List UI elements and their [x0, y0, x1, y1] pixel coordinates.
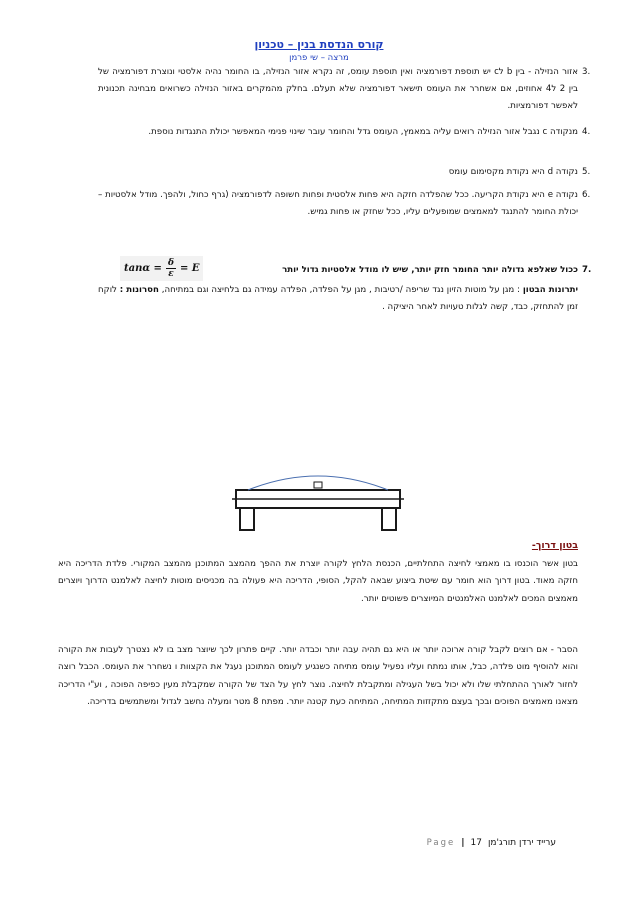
item-text: נקודה e היא נקודת הקריעה. ככל שהפלדה חזקה היא פחות אלסטית ופחות חשופה לדפורמציה (גרף כחול, ולהפך. מודל אלסטיות – יכולת החומר להתנגד למאמצים שמופעלים עליו, ככל שחזק או פחות גמיש.: [98, 190, 578, 217]
section-heading: בטון דרוך-: [531, 540, 578, 551]
advantages-label: יתרונות הבטון: [522, 285, 579, 295]
section-paragraph-2: הסבר - אם רוצים לקבל קורה ארוכה יותר או היא גם תהיה עבה יותר וכבדה יותר. קיים פתרון לכך שיוצר מצב בו לא נצטרך לעבות את הקורה והוא להוסיף מוט פלדה, כבל, אותו נמתח ועליו נפעיל עומס מתיחה כשנגיע לעומס המתוכנן נעגל את הקצוות ו נשחרר את העומס. הכבל רוצה לחזור לאורך ההתחלתי שלו ולא יכול בשל העגילה ומתקבלת לחיצה. נוצר לחץ על הצד של הקורה שמקבלת מעין כפיפה הפוכה , וע"י הדריכה מצאנו מאמצים הפוכים ובכך בעצם מתקזזות המתיחה, המתיחה כעת קטנה יותר. מפתח 8 מטר ומעלה נחשב לגדול ומשתמשים בדריכה.: [58, 645, 578, 707]
item-text: מנקודה c נגבל אזור הנזילה רואים עליה במאמץ, העומס גדל והחומר עובר שינוי פנימי המאפשר יכולת התנגדות נוספת.: [148, 127, 578, 137]
advantages-paragraph: [98, 282, 578, 316]
section-paragraph-1: בטון אשר הוכנסו בו מאמצי לחיצה התחלתיים, הכנסת הלחץ לקורה יוצרת את ההפך מהמצב המתוכנן מהמצב המקורי. פלדת הדריכה היא חזקה מאוד. בטון דרוך הוא חומר עם שיטת ביצוע שבאה להקל, הסופי, הדריכה היא פעולה בה מכניסים מוטות לחיצה לאלמנט הדרוך ויוצרים מאמצים המכים לאלמנט האלמנטים המיוצרים פשוטים יותר.: [58, 559, 578, 604]
disadvantages-label: חסרונות :: [119, 285, 159, 295]
formula-numerator: δ: [167, 258, 174, 268]
item-text: אזור הנזילה - בין b לc יש תוספת דפורמציה ואין תוספת עומס, זה נקרא אזור הנזילה, בו החומר נהיה אלסטי ונוצרת דפורמציה של בין 2 ל4 אחוזים, אם אשחרר את העומס תישאר דפורמציה שלא תעלם. בחלק מהמקרים באזור הנזילה כשרואים מבחינה תכנונית לאפשר דפורמציות.: [98, 67, 578, 111]
elasticity-formula: [120, 256, 203, 281]
footer-separator: |: [461, 838, 465, 848]
item-number: 6.: [582, 190, 591, 200]
item-text: נקודה d היא נקודת מקסימום עומס: [448, 167, 578, 177]
item-number: 4.: [582, 127, 591, 137]
formula-rhs: = E: [179, 263, 200, 274]
advantages-text: : מגן על מוטות הזיון נגד שריפה /רטיבות , מגן על הפלדה, הפלדה עמידה גם בלחיצה וגם במתיחה,: [161, 285, 520, 295]
page-subtitle: מרצה – שי פרמן: [289, 53, 349, 63]
footer-author: ערייד ירדן תורג'מן: [487, 838, 556, 848]
footer-page-number: 17: [470, 838, 482, 848]
page-title: קורס הנדסת בנין – טכניון: [254, 38, 384, 51]
prestressed-beam-figure: [228, 468, 408, 538]
item-number: 5.: [582, 167, 591, 177]
page-footer: [427, 838, 556, 848]
item-number: 3.: [582, 67, 591, 77]
disadvantages-text: לוקח זמן להתחזק, כבד, קשה לגלות טעויות לאחר היציקה .: [98, 285, 578, 312]
list-item-7: [198, 262, 592, 279]
list-item-3: [98, 64, 591, 115]
center-mark: [314, 482, 322, 488]
right-support: [382, 508, 396, 530]
item-text: ככול שאלפא גדולה יותר החומר חזק יותר, שיש לו מודל אלסטיות גדול יותר: [282, 265, 578, 275]
footer-page-label: Page: [426, 838, 456, 848]
formula-fraction: [166, 258, 176, 279]
item-number: 7.: [582, 265, 592, 275]
list-item-6: [98, 187, 591, 221]
formula-denominator: ε: [168, 269, 174, 279]
list-item-4: [98, 124, 591, 141]
formula-lhs: tanα =: [124, 263, 162, 274]
list-item-5: [98, 164, 591, 181]
left-support: [240, 508, 254, 530]
